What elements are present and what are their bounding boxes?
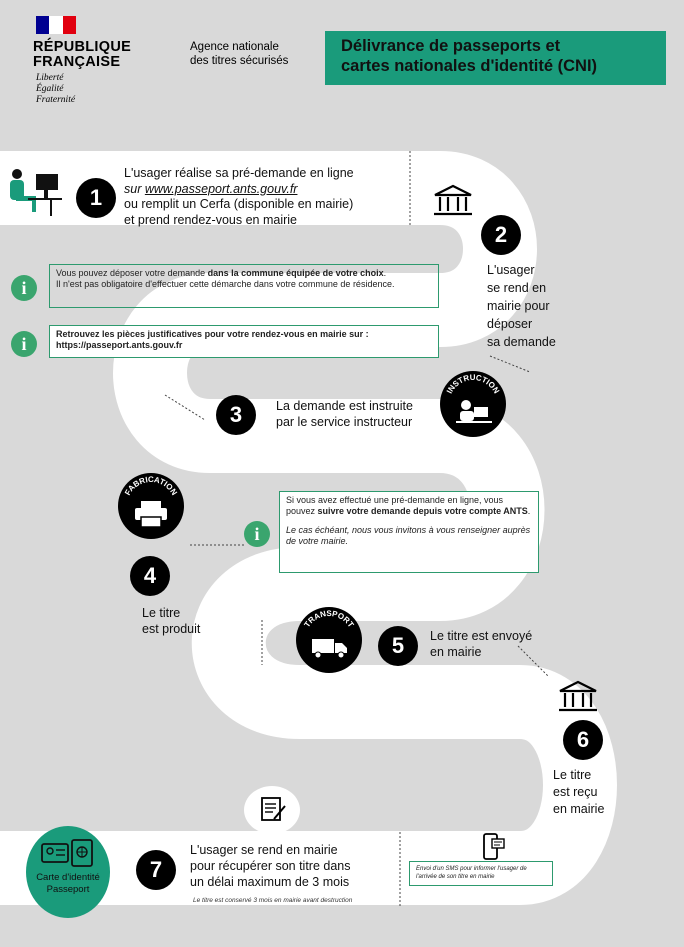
step-5-text: Le titre est envoyé en mairie <box>430 629 533 659</box>
step-6-text: Le titre est reçu en mairie <box>553 768 605 816</box>
step-1-number: 1 <box>76 178 116 218</box>
town-hall-icon <box>557 679 599 720</box>
info-box-documents: Retrouvez les pièces justificatives pour votre rendez-vous en mairie sur : https://passeport.ants.gouv.fr <box>49 325 439 358</box>
id-card-icon <box>40 838 96 868</box>
ants-documents-link[interactable]: https://passeport.ants.gouv.fr <box>56 340 183 350</box>
step-4-number: 4 <box>130 556 170 596</box>
town-hall-icon <box>432 183 474 224</box>
officer-icon <box>461 400 471 410</box>
step-7-text: L'usager se rend en mairie pour récupérer son titre dans un délai maximum de 3 mois <box>190 843 351 889</box>
transport-badge <box>296 607 362 673</box>
page-title: Délivrance de passeports et cartes nationales d'identité (CNI) <box>325 31 666 85</box>
svg-text:TRANSPORT <box>302 609 355 629</box>
brand-name: RÉPUBLIQUE FRANÇAISE <box>33 39 132 70</box>
transport-label: TRANSPORT <box>302 608 356 630</box>
step-5-number: 5 <box>378 626 418 666</box>
step-3-text: La demande est instruite par le service instructeur <box>276 399 413 429</box>
svg-text:FABRICATION <box>123 475 179 497</box>
sms-notice: Envoi d'un SMS pour informer l'usager de l'arrivée de son titre en mairie <box>409 861 553 886</box>
step-1-text: L'usager réalise sa pré-demande en ligne sur www.passeport.ants.gouv.fr ou remplit un Cerfa (disponible en mairie) et prend rendez-vous en mairie <box>124 166 354 227</box>
step-6-number: 6 <box>563 720 603 760</box>
step-2-text: L'usager se rend en mairie pour déposer sa demande <box>487 263 556 349</box>
info-icon: i <box>244 521 270 547</box>
step-4-text: Le titre est produit <box>142 606 201 636</box>
document-sign-icon <box>244 786 300 834</box>
id-passport-badge <box>26 826 110 918</box>
info-box-tracking: Si vous avez effectué une pré-demande en ligne, vous pouvez suivre votre demande depuis votre compte ANTS. Le cas échéant, nous vous invitons à vous renseigner auprès de votre mairie. <box>279 491 539 573</box>
info-icon: i <box>11 331 37 357</box>
user-computer-icon <box>6 166 64 222</box>
step-2-number: 2 <box>481 215 521 255</box>
instruction-label: INSTRUCTION <box>444 372 502 396</box>
id-passport-label: Carte d'identité Passeport <box>36 872 100 895</box>
info-box-commune: Vous pouvez déposer votre demande dans la commune équipée de votre choix. Il n'est pas obligatoire d'effectuer cette démarche dans votre commune de résidence. <box>49 264 439 308</box>
truck-icon <box>312 639 347 658</box>
motto: Liberté Égalité Fraternité <box>36 73 76 105</box>
ants-website-link[interactable]: www.passeport.ants.gouv.fr <box>144 181 298 196</box>
step-7-number: 7 <box>136 850 176 890</box>
flag-logo <box>36 16 76 34</box>
info-icon: i <box>11 275 37 301</box>
fabrication-label: FABRICATION <box>123 474 179 497</box>
fabrication-badge <box>118 473 184 539</box>
step-7-note: Le titre est conservé 3 mois en mairie avant destruction <box>193 897 353 904</box>
printer-icon <box>135 501 167 527</box>
svg-text:INSTRUCTION <box>445 373 501 395</box>
instruction-badge <box>440 371 506 437</box>
step-3-number: 3 <box>216 395 256 435</box>
agency-name: Agence nationale des titres sécurisés <box>190 41 289 67</box>
